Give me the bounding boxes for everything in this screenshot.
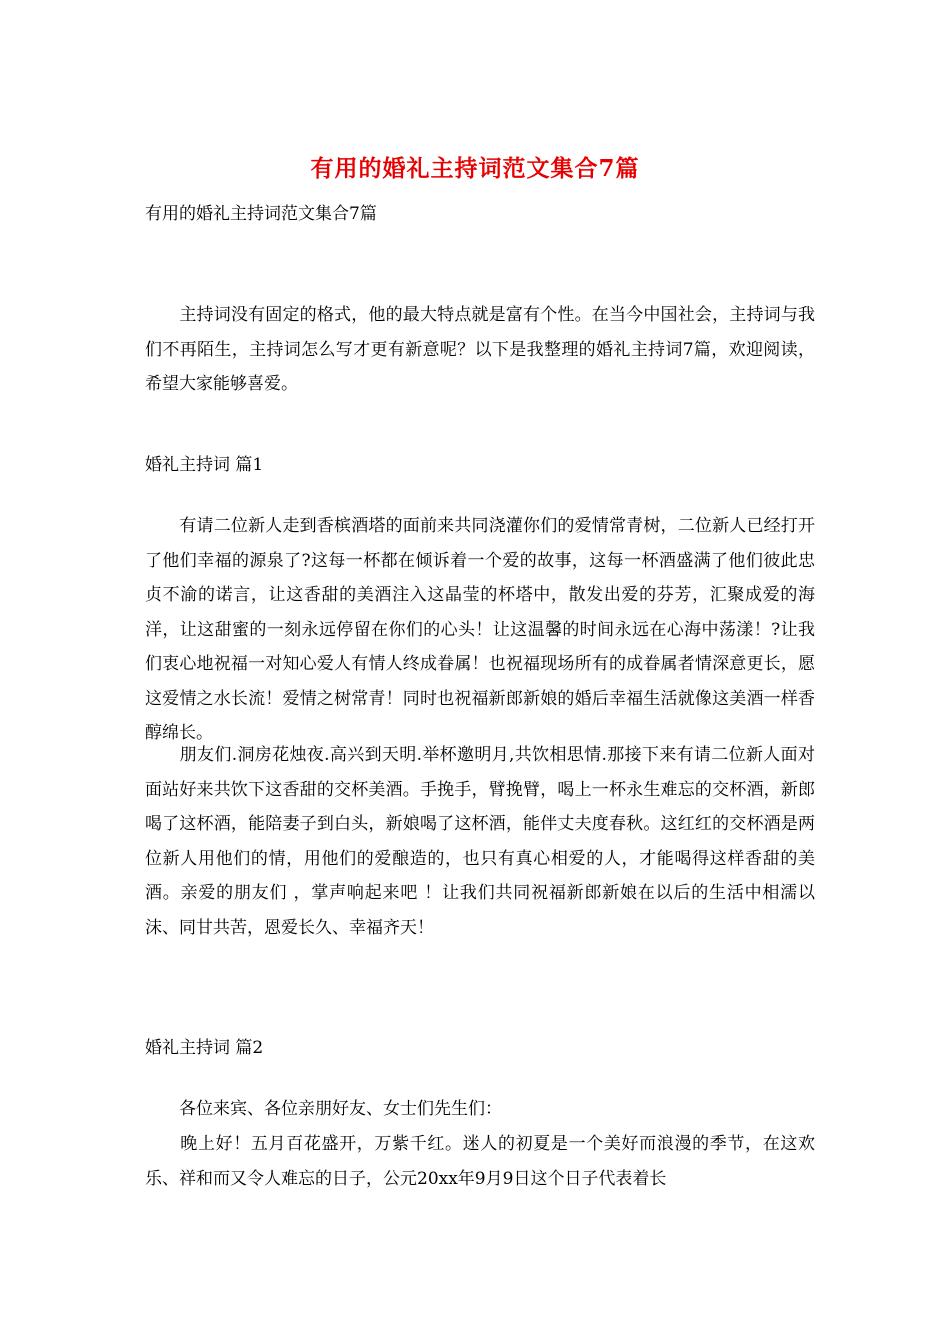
section2-paragraph-1: 各位来宾、各位亲朋好友、女士们先生们：	[145, 1099, 502, 1119]
document-subtitle: 有用的婚礼主持词范文集合7篇	[145, 204, 377, 224]
section1-paragraph-2: 朋友们.洞房花烛夜.高兴到天明.举杯邀明月,共饮相思情.那接下来有请二位新人面对面站好来共饮下这香甜的交杯美酒。手挽手，臂挽臂，喝上一杯永生难忘的交杯酒，新郎喝了这杯酒，能陪妻子到白头，新娘喝了这杯酒，能伴丈夫度春秋。这红红的交杯酒是两位新人用他们的情，用他们的爱酿造的，也只有真心相爱的人，才能喝得这样香甜的美酒。亲爱的朋友们 ，掌声响起来吧 ！让我们共同祝福新郎新娘在以后的生活中相濡以沫、同甘共苦，恩爱长久、幸福齐天！	[145, 745, 815, 938]
section1-paragraph-1: 有请二位新人走到香槟酒塔的面前来共同浇灌你们的爱情常青树，二位新人已经打开了他们幸福的源泉了?这每一杯都在倾诉着一个爱的故事，这每一杯酒盛满了他们彼此忠贞不渝的诺言，让这香甜的美酒注入这晶莹的杯塔中，散发出爱的芬芳，汇聚成爱的海洋，让这甜蜜的一刻永远停留在你们的心头！让这温馨的时间永远在心海中荡漾！?让我们衷心地祝福一对知心爱人有情人终成眷属！也祝福现场所有的成眷属者情深意更长，愿这爱情之水长流！爱情之树常青！同时也祝福新郎新娘的婚后幸福生活就像这美酒一样香醇绵长。	[145, 516, 815, 743]
section2-paragraph-2: 晚上好！五月百花盛开，万紫千红。迷人的初夏是一个美好而浪漫的季节，在这欢乐、祥和而又令人难忘的日子，公元20xx年9月9日这个日子代表着长	[145, 1134, 815, 1189]
section-heading-1: 婚礼主持词 篇1	[145, 455, 264, 475]
section-heading-2: 婚礼主持词 篇2	[145, 1038, 264, 1058]
intro-paragraph: 主持词没有固定的格式，他的最大特点就是富有个性。在当今中国社会，主持词与我们不再陌生，主持词怎么写才更有新意呢？以下是我整理的婚礼主持词7篇，欢迎阅读，希望大家能够喜爱。	[145, 305, 815, 394]
document-title: 有用的婚礼主持词范文集合7篇	[310, 155, 640, 182]
